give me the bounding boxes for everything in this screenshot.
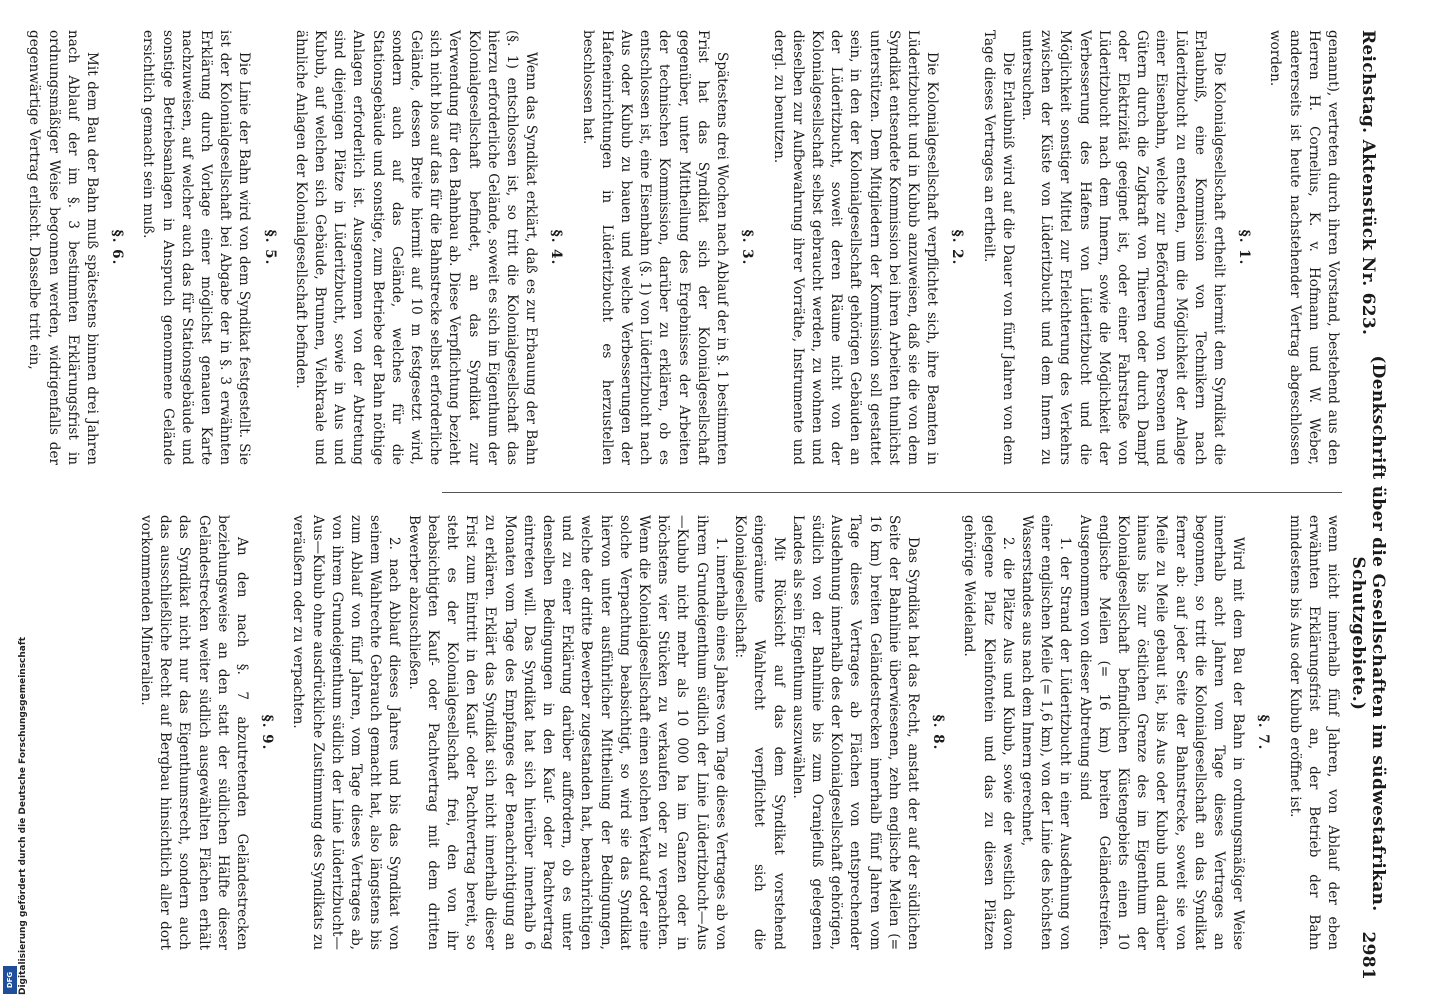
section-9-paragraph-1: An den nach §. 7 abzutretenden Geländestrecken beziehungsweise an den statt der südlichen Hälfte dieser Geländestrecken weiter südlich ausgewählten Flächen erhält das Syndikat nicht nur das Eigenthumsrecht, sondern auch das ausschließliche Recht auf Bergbau hinsichtlich aller dort vorkommenden Mineralien. [138,515,251,950]
section-3-paragraph-1: Spätestens drei Wochen nach Ablauf der in §. 1 bestimmten Frist hat das Syndikat sich der Kolonialgesellschaft gegenüber, unter Mittheilung des Ergebnisses der Arbeiten der technischen Kommission, darüber zu erklären, ob es entschlossen ist, eine Eisenbahn (§. 1) von Lüderitzbucht nach Aus oder Kubub zu bauen und welche Verbesserungen der Hafeneinrichtungen in Lüderitzbucht es herzustellen beschlossen hat. [579,30,731,465]
section-6-heading: §. 6. [109,229,126,266]
page-number: 2981 [1358,931,1378,980]
section-7-paragraph-1: Wird mit dem Bau der Bahn in ordnungsmäßiger Weise innerhalb acht Jahren vom Tage dieses Vertrages an begonnen, so tritt die Kolonialgesellschaft an das Syndikat ferner ab: auf jeder Seite der Bahnstrecke, soweit sie von Meile zu Meile gebaut ist, bis Aus oder Kubub und darüber hinaus bis zur östlichen Grenze des im Eigenthum der Kolonialgesellschaft befindlichen Küstengebiets einen 10 englische Meilen (= 16 km) breiten Geländestreifen. Ausgenommen von dieser Abtretung sind [1076,515,1247,950]
section-8-heading: §. 8. [930,714,947,751]
section-8-item-1: 1. innerhalb eines Jahres vom Tage dieses Vertrages ab von ihrem Grundeigenthum südlich der Linie Lüderitzbucht—Aus—Kubub nicht mehr als 10 000 ha im Ganzen oder in höchstens vier Stücken zu verkaufen oder zu verpachten. Wenn die Kolonialgesellschaft einen solchen Verkauf oder eine solche Verpachtung beabsichtigt, so wird sie das Syndikat hiervon unter ausführlicher Mittheilung der Bedingungen, welche der dritte Bewerber zugestanden hat, benachrichtigen und zu einer Erklärung darüber auffordern, ob es unter denselben Bedingungen in den Kauf- oder Pachtvertrag eintreten will. Das Syndikat hat sich hierüber innerhalb 6 Monaten vom Tage des Empfanges der Benachrichtigung an zu erklären. Erklärt das Syndikat sich nicht innerhalb dieser Frist zum Eintritt in den Kauf- oder Pachtvertrag bereit, so steht es der Kolonialgesellschaft frei, den von ihr beabsichtigten Kauf- oder Pachtvertrag mit dem dritten Bewerber abzuschließen. [405,515,729,950]
header-left: Reichstag. Aktenstück Nr. 623. [1358,30,1378,336]
column-right [136,515,1342,950]
section-8-paragraph-2: Mit Rücksicht auf das dem Syndikat vorstehend eingeräumte Wahlrecht verpflichtet sich die Kolonialgesellschaft: [732,515,787,950]
section-4-paragraph-1: Wenn das Syndikat erklärt, daß es zur Erbauung der Bahn (§. 1) entschlossen ist, so tritt die Kolonialgesellschaft das hierzu erforderliche Gelände, soweit es sich im Eigenthum der Kolonialgesellschaft befindet, an das Syndikat zur Verwendung für den Bahnbau ab. Diese Verpflichtung bezieht sich nicht blos auf das für die Bahnstrecke selbst erforderliche Gelände, dessen Breite hiermit auf 10 m festgesetzt wird, sondern auch auf das Gelände, welches für die Stationsgebäude und sonstige, zum Betriebe der Bahn nöthige Anlagen erforderlich ist. Ausgenommen von der Abtretung sind diejenigen Plätze in Lüderitzbucht, sowie in Aus und Kubub, auf welchen sich Gebäude, Brunnen, Viehkraale und ähnliche Anlagen der Kolonialgesellschaft befinden. [292,30,540,465]
dfg-logo-icon [3,966,17,994]
section-8-item-2: 2. nach Ablauf dieses Jahres und bis das Syndikat von seinem Wahlrechte Gebrauch gemacht hat, also längstens bis zum Ablauf von fünf Jahren, vom Tage dieses Vertrages ab, von ihrem Grundeigenthum südlich der Linie Lüderitzbucht—Aus—Kubub ohne ausdrückliche Zustimmung des Syndikats zu veräußern oder zu verpachten. [290,515,403,950]
section-2-heading: §. 2. [949,229,966,266]
column2-intro: wenn nicht innerhalb fünf Jahren, von Ablauf der eben erwähnten Erklärungsfrist an, der Betrieb der Bahn mindestens bis Aus oder Kubub eröffnet ist. [1286,515,1341,950]
section-6-paragraph-1: Mit dem Bau der Bahn muß spätestens binnen drei Jahren nach Ablauf der im §. 3 bestimmten Erklärungsfrist in ordnungsmäßiger Weise begonnen werden, widrigenfalls der gegenwärtige Vertrag erlischt. Dasselbe tritt ein, [26,30,101,465]
header-center: (Denkschrift über die Gesellschaften im südwestafrikan. Schutzgebiete.) [1348,355,1388,912]
section-2-paragraph-1: Die Kolonialgesellschaft verpflichtet sich, ihre Beamten in Lüderitzbucht und in Kubub anzuweisen, daß sie die von dem Syndikat entsendete Kommission bei ihren Arbeiten thunlichst unterstützen. Dem Mitgliedern der Kommission soll gestattet sein, in den der Kolonialgesellschaft gehörigen Gebäuden an der Lüderitzbucht, soweit deren Räume nicht von der Kolonialgesellschaft selbst gebraucht werden, zu wohnen und dieselben zur Aufbewahrung ihrer Vorräthe, Instrumente und dergl. zu benutzen. [770,30,941,465]
section-5-paragraph-1: Die Linie der Bahn wird von dem Syndikat festgestellt. Sie ist der Kolonialgesellschaft bei Abgabe der in §. 3 erwähnten Erklärung durch Vorlage einer möglichst genauen Karte nachzuweisen, auf welcher auch das für Stationsgebäude und sonstige Betriebsanlagen in Anspruch genommene Gelände ersichtlich gemacht sein muß. [140,30,253,465]
dfg-logo-text: DFG [6,971,14,989]
digitization-credit: Digitalisierung gefördert durch die Deutsche Forschungsgemeinschaft [18,636,28,995]
section-3-heading: §. 3. [739,229,756,266]
section-1-paragraph-2: Die Erlaubniß wird auf die Dauer von fünf Jahren von dem Tage dieses Vertrages an ertheilt. [980,30,1016,465]
section-1-paragraph-1: Die Kolonialgesellschaft ertheilt hiermit dem Syndikat die Erlaubniß, eine Kommission von Technikern nach Lüderitzbucht zu entsenden, um die Möglichkeit der Anlage einer Eisenbahn, welche zur Beförderung von Personen und Gütern durch die Zugkraft von Thieren oder durch Dampf oder Elektrizität geeignet ist, oder einer Fahrstraße von Lüderitzbucht nach dem Innern, sowie die Möglichkeit der Verbesserung des Hafens von Lüderitzbucht und die Möglichkeit sonstiger Mittel zur Erleichterung des Verkehrs zwischen der Küste von Lüderitzbucht und dem Innern zu untersuchen. [1018,30,1227,465]
section-7-item-1: 1. der Strand der Lüderitzbucht in einer Ausdehnung von einer englischen Meile (= 1,6 km), von der Linie des höchsten Wasserstandes aus nach dem Innern gerechnet, [1018,515,1074,950]
section-7-heading: §. 7. [1255,714,1272,751]
section-7-item-2: 2. die Plätze Aus und Kubub, sowie der westlich davon gelegene Platz Kleinfontein und das zu diesen Plätzen gehörige Weideland. [961,515,1016,950]
digitization-footer [2,0,28,1000]
section-5-heading: §. 5. [261,229,278,266]
section-9-heading: §. 9. [259,714,276,751]
column1-intro: genannt), vertreten durch ihren Vorstand, bestehend aus den Herren H. Cornelius, K. v. Hofmann und W. Weber, andererseits ist heute nachstehender Vertrag abgeschlossen worden. [1267,30,1341,465]
section-4-heading: §. 4. [548,229,565,266]
section-1-heading: §. 1. [1236,229,1253,266]
page-header [1348,30,1388,980]
column-left [24,30,1342,465]
section-8-paragraph-1: Das Syndikat hat das Recht, anstatt der auf der südlichen Seite der Bahnlinie überwiesenen, zehn englische Meilen (= 16 km) breiten Geländestrecken innerhalb fünf Jahren vom Tage dieses Vertrages ab Flächen von entsprechender Ausdehnung innerhalb des der Kolonialgesellschaft gehörigen, südlich von der Bahnlinie bis zum Oranjefluß gelegenen Landes als sein Eigenthum auszuwählen. [789,515,921,950]
column-divider [442,492,1342,493]
